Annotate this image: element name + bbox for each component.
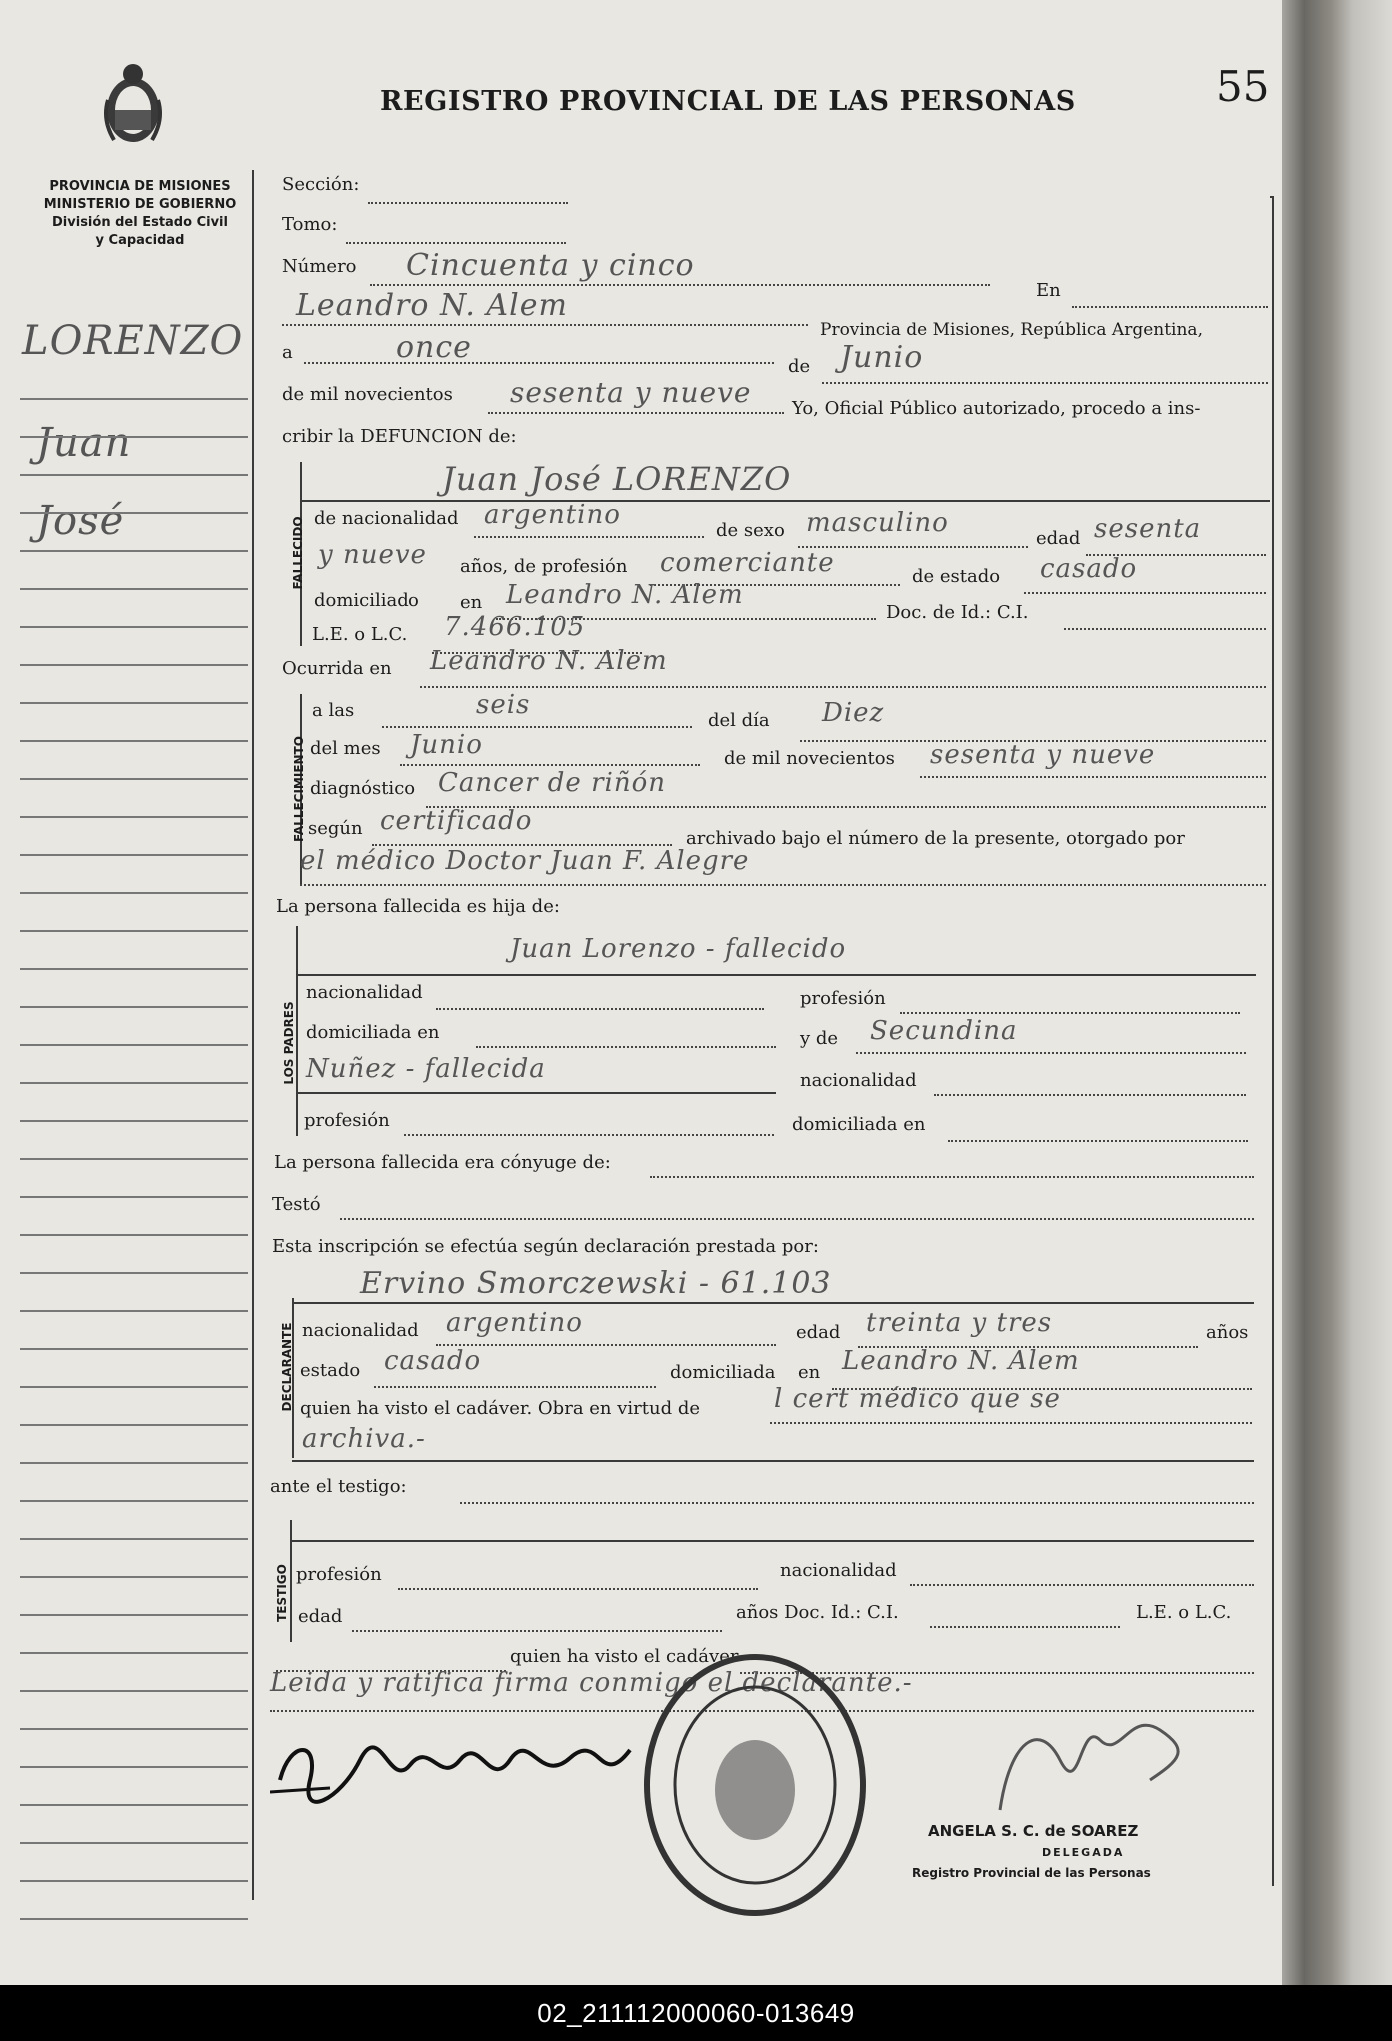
label: quien ha visto el cadáver. Obra en virtud de	[300, 1398, 701, 1419]
margin-rule-line	[20, 1044, 248, 1046]
margin-rule-line	[20, 854, 248, 856]
label: años	[1206, 1322, 1249, 1343]
handwritten-field: certificado	[380, 806, 533, 836]
handwritten-field: once	[396, 330, 472, 365]
handwritten-field: Leandro N. Alem	[296, 288, 568, 323]
margin-rule-line	[20, 626, 248, 628]
ministry-line: División del Estado Civil	[52, 215, 228, 230]
margin-rule-line	[20, 1652, 248, 1654]
margin-rule-line	[20, 550, 248, 552]
official-office: Registro Provincial de las Personas	[912, 1866, 1151, 1880]
handwritten-field: argentino	[446, 1308, 583, 1338]
handwritten-field: seis	[476, 690, 531, 720]
margin-rule-line	[20, 740, 248, 742]
label: Tomo:	[282, 214, 338, 235]
official-signature	[980, 1700, 1190, 1820]
label: L.E. o L.C.	[312, 624, 408, 645]
handwritten-field: Junio	[410, 730, 483, 760]
label: L.E. o L.C.	[1136, 1602, 1232, 1623]
margin-rule-line	[20, 1538, 248, 1540]
deceased-name: Juan José LORENZO	[442, 460, 792, 498]
declarant-signature	[270, 1730, 650, 1810]
margin-rule-line	[20, 474, 248, 476]
handwritten-field: sesenta y nueve	[510, 376, 752, 409]
margin-rule-line	[20, 1766, 248, 1768]
label: domiciliad	[314, 590, 409, 611]
margin-rule-line	[20, 1196, 248, 1198]
margin-name: Juan	[36, 420, 132, 466]
label: domiciliada en	[306, 1022, 440, 1043]
handwritten-field: comerciante	[660, 548, 835, 578]
handwritten-closing: Leida y ratifica firma conmigo el declarante.-	[270, 1668, 913, 1698]
label: profesión	[304, 1110, 390, 1131]
margin-rule-line	[20, 1006, 248, 1008]
margin-rule-line	[20, 1804, 248, 1806]
margin-rule-line	[20, 892, 248, 894]
handwritten-field: sesenta	[1094, 514, 1202, 544]
label: domiciliada	[670, 1362, 776, 1383]
official-name: ANGELA S. C. de SOAREZ	[928, 1822, 1139, 1840]
label: archivado bajo el número de la presente, otorgado por	[686, 828, 1185, 849]
label: de mil novecientos	[282, 384, 453, 405]
label: de mil novecientos	[724, 748, 895, 769]
label: Provincia de Misiones, República Argentina,	[820, 320, 1203, 340]
margin-rule-line	[20, 1500, 248, 1502]
label: en	[798, 1362, 821, 1383]
label: de	[788, 356, 811, 377]
ministry-block	[20, 178, 260, 250]
margin-rule-line	[20, 512, 248, 514]
margin-rule-line	[20, 664, 248, 666]
margin-rule-line	[20, 1120, 248, 1122]
margin-rule-line	[20, 1462, 248, 1464]
handwritten-field: l cert médico que se	[774, 1384, 1061, 1414]
label: edad	[298, 1606, 343, 1627]
label: domiciliada en	[792, 1114, 926, 1135]
label: nacionalidad	[800, 1070, 917, 1091]
margin-rule-line	[20, 1272, 248, 1274]
declarant-name: Ervino Smorczewski - 61.103	[360, 1266, 832, 1301]
handwritten-field: Nuñez - fallecida	[306, 1054, 546, 1084]
label: Esta inscripción se efectúa según declaración prestada por:	[272, 1236, 819, 1257]
label: años Doc. Id.: C.I.	[736, 1602, 899, 1623]
handwritten-field: y nueve	[318, 540, 427, 570]
label: a las	[312, 700, 355, 721]
label: Número	[282, 256, 357, 277]
handwritten-field: sesenta y nueve	[930, 740, 1156, 770]
margin-rule-line	[20, 1158, 248, 1160]
label: nacionalidad	[780, 1560, 897, 1581]
label: En	[1036, 280, 1061, 301]
label: La persona fallecida es hija de:	[276, 896, 560, 917]
label: del día	[708, 710, 770, 731]
margin-name: José	[36, 498, 125, 544]
margin-rule-line	[20, 1728, 248, 1730]
section-label: TESTIGO	[275, 1564, 289, 1622]
label: años, de profesión	[460, 556, 628, 577]
label: cribir la DEFUNCION de:	[282, 426, 517, 447]
handwritten-field: masculino	[806, 508, 949, 538]
handwritten-field: Diez	[822, 698, 885, 728]
handwritten-field: Leandro N. Alem	[842, 1346, 1080, 1376]
official-role: DELEGADA	[1042, 1846, 1125, 1859]
label: Sección:	[282, 174, 360, 195]
margin-rule-line	[20, 1348, 248, 1350]
label: nacionalidad	[302, 1320, 419, 1341]
margin-rule-line	[20, 1614, 248, 1616]
handwritten-field: archiva.-	[302, 1424, 426, 1454]
label: La persona fallecida era cónyuge de:	[274, 1152, 611, 1173]
margin-rule-line	[20, 1576, 248, 1578]
margin-divider	[252, 170, 254, 1900]
handwritten-field: Leandro N. Alem	[430, 646, 668, 676]
image-id-footer: 02_211112000060-013649	[0, 1985, 1392, 2041]
label: según	[308, 818, 363, 839]
margin-rule-line	[20, 930, 248, 932]
margin-rule-line	[20, 398, 248, 400]
page-number: 55	[1216, 62, 1270, 111]
handwritten-field: treinta y tres	[866, 1308, 1053, 1338]
margin-rule-line	[20, 702, 248, 704]
margin-rule-line	[20, 1386, 248, 1388]
label: profesión	[800, 988, 886, 1009]
page-title: REGISTRO PROVINCIAL DE LAS PERSONAS	[380, 86, 1076, 117]
label: edad	[1036, 528, 1081, 549]
label: nacionalidad	[306, 982, 423, 1003]
label: en	[460, 592, 483, 613]
ministry-line: y Capacidad	[95, 233, 185, 248]
section-label: FALLECIDO	[291, 516, 305, 590]
handwritten-field: Junio	[840, 340, 924, 375]
margin-rule-line	[20, 1082, 248, 1084]
margin-rule-line	[20, 1690, 248, 1692]
section-label: FALLECIMIENTO	[292, 736, 306, 842]
label: Doc. de Id.: C.I.	[886, 602, 1029, 623]
margin-rule-line	[20, 436, 248, 438]
label: a	[282, 342, 293, 363]
handwritten-field: Cancer de riñón	[438, 768, 666, 798]
label: ante el testigo:	[270, 1476, 407, 1497]
argentina-coat-of-arms-icon	[100, 60, 166, 150]
margin-surname: LORENZO	[22, 318, 244, 364]
label: de sexo	[716, 520, 785, 541]
handwritten-field: Leandro N. Alem	[506, 580, 744, 610]
label: estado	[300, 1360, 361, 1381]
handwritten-field: Juan Lorenzo - fallecido	[510, 934, 847, 964]
right-border	[1272, 196, 1274, 1886]
label: profesión	[296, 1564, 382, 1585]
margin-rule-line	[20, 1918, 248, 1920]
margin-rule-line	[20, 1842, 248, 1844]
handwritten-field: casado	[384, 1346, 482, 1376]
handwritten-field: el médico Doctor Juan F. Alegre	[300, 846, 750, 876]
handwritten-field: 7.466.105	[444, 612, 586, 642]
section-label: LOS PADRES	[282, 1001, 296, 1085]
label: y de	[800, 1028, 839, 1049]
label: de estado	[912, 566, 1001, 587]
section-label: DECLARANTE	[280, 1322, 294, 1412]
label: Yo, Oficial Público autorizado, procedo a ins-	[792, 398, 1201, 419]
handwritten-field: argentino	[484, 500, 621, 530]
margin-rule-line	[20, 1880, 248, 1882]
label: diagnóstico	[310, 778, 416, 799]
label: edad	[796, 1322, 841, 1343]
label: Testó	[272, 1194, 321, 1215]
ministry-line: MINISTERIO DE GOBIERNO	[43, 197, 237, 212]
margin-rule-line	[20, 588, 248, 590]
label: de nacionalidad	[314, 508, 459, 529]
margin-rule-line	[20, 1310, 248, 1312]
label: quien ha visto el cadáver	[510, 1646, 739, 1667]
margin-rule-line	[20, 968, 248, 970]
margin-rule-line	[20, 816, 248, 818]
margin-rule-line	[20, 778, 248, 780]
margin-rule-line	[20, 1424, 248, 1426]
handwritten-field: Cincuenta y cinco	[406, 248, 695, 283]
label: del mes	[310, 738, 381, 759]
margin-rule-line	[20, 1234, 248, 1236]
official-stamp-icon	[640, 1650, 870, 1920]
book-spine	[1305, 0, 1392, 1985]
ministry-line: PROVINCIA DE MISIONES	[49, 179, 231, 194]
handwritten-field: casado	[1040, 554, 1138, 584]
label: Ocurrida en	[282, 658, 392, 679]
handwritten-field: Secundina	[870, 1016, 1018, 1046]
